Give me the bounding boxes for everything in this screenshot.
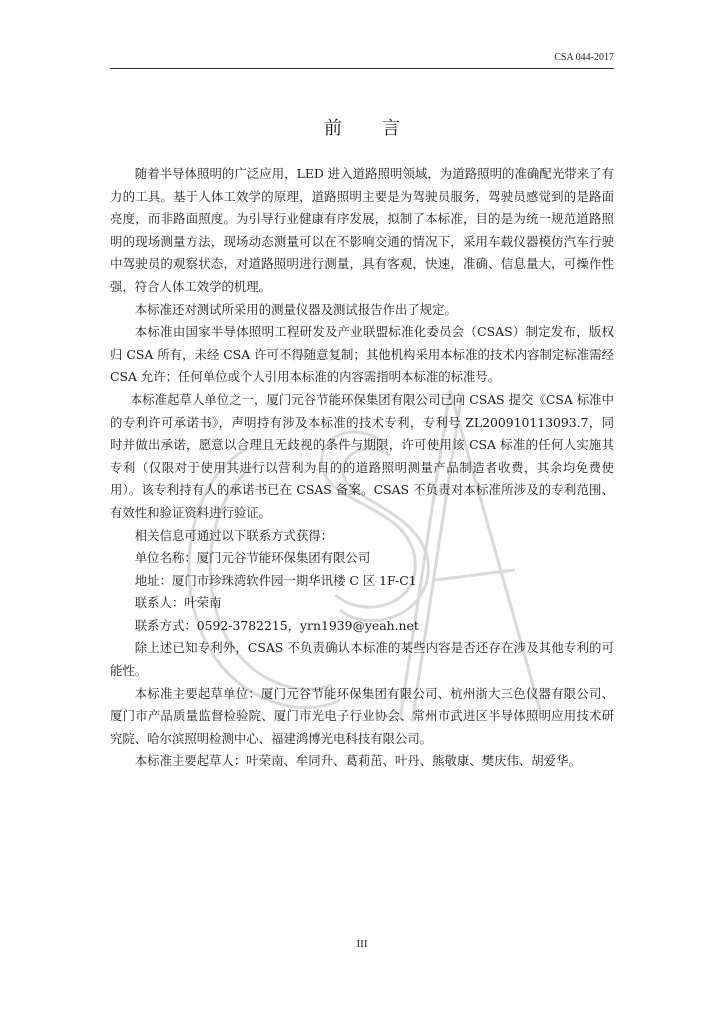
page-number: III (356, 938, 368, 950)
paragraph-drafters: 本标准主要起草人：叶荣南、牟同升、葛莉茁、叶丹、熊敬康、樊庆伟、胡爱华。 (134, 753, 581, 769)
contact-organization: 单位名称：厦门元谷节能环保集团有限公司 (134, 550, 371, 566)
contact-address: 地址：厦门市珍珠湾软件园一期华讯楼 C 区 1F-C1 (134, 572, 417, 588)
paragraph-background: 随着半导体照明的广泛应用，LED 进入道路照明领域，为道路照明的准确配光带来了有力的工具。基于人体工效学的原理，道路照明主要是为驾驶员服务，驾驶员感觉到的是路面亮度，而非路面照度。为引导行业健康有序发展，拟制了本标准，目的是为统一规范道路照明的现场测量方法，现场动态测量可以在不影响交通的情况下，采用车载仪器模仿汽车行驶中驾驶员的观察状态，对道路照明进行测量，具有客观，快速，准确、信息量大，可操作性强，符合人体工效学的机理。 (110, 166, 614, 294)
header-divider (110, 68, 614, 69)
page-title: 前言 (324, 118, 440, 139)
standard-code: CSA 044-2017 (554, 52, 614, 63)
contact-person: 联系人：叶荣南 (134, 595, 222, 611)
paragraph-drafting-units: 本标准主要起草单位：厦门元谷节能环保集团有限公司、杭州浙大三色仪器有限公司、厦门市产品质量监督检验院、厦门市光电子行业协会、常州市武进区半导体照明应用技术研究院、哈尔滨照明检测中心、福建鸿博光电科技有限公司。 (110, 685, 614, 746)
foreword-body (110, 163, 614, 773)
paragraph-contact-intro: 相关信息可通过以下联系方式获得： (134, 527, 334, 543)
contact-method: 联系方式：0592-3782215，yrn1939@yeah.net (134, 617, 419, 633)
paragraph-copyright: 本标准由国家半导体照明工程研发及产业联盟标准化委员会（CSAS）制定发布，版权归 CSA 所有，未经 CSA 许可不得随意复制；其他机构采用本标准的技术内容制定标准需经 CSA 允许；任何单位或个人引用本标准的内容需指明本标准的标准号。 (110, 324, 614, 385)
paragraph-patent-disclaimer: 除上述已知专利外，CSAS 不负责确认本标准的某些内容是否还存在涉及其他专利的可能性。 (110, 640, 614, 679)
paragraph-patent: 本标准起草人单位之一，厦门元谷节能环保集团有限公司已向 CSAS 提交《CSA 标准中的专利许可承诺书》，声明持有涉及本标准的技术专利，专利号 ZL200910113093.7，同时并做出承诺，愿意以合理且无歧视的条件与期限，许可使用该 CSA 标准的任何人实施其专利（仅限对于使用其进行以营利为目的的道路照明测量产品制造者收费，其余均免费使用）。该专利持有人的承诺书已在 CSAS 备案。CSAS 不负责对本标准所涉及的专利范围、有效性和验证资料进行验证。 (110, 391, 614, 520)
paragraph-scope: 本标准还对测试所采用的测量仪器及测试报告作出了规定。 (134, 301, 457, 317)
